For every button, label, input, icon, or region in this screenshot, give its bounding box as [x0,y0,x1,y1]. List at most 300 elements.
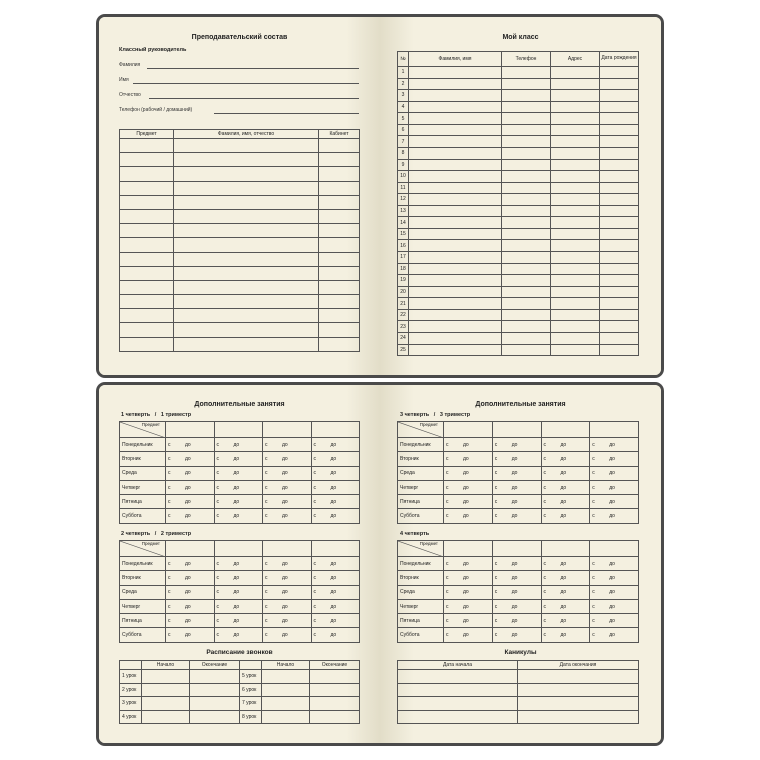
class-cell[interactable] [551,263,600,275]
bell-start-cell[interactable] [262,710,310,724]
from-label: с [313,484,316,491]
time-cell[interactable] [541,628,590,642]
time-cell[interactable] [541,452,590,466]
class-cell[interactable] [502,205,551,217]
staff-cell[interactable] [319,224,360,238]
time-cell[interactable] [590,509,639,523]
to-label: до [463,441,469,448]
class-cell[interactable] [409,67,502,79]
staff-cell[interactable] [319,195,360,209]
staff-cell[interactable] [319,280,360,294]
time-cell[interactable] [263,614,312,628]
time-cell[interactable] [263,438,312,452]
holiday-end-cell[interactable] [518,670,639,684]
time-cell[interactable] [590,438,639,452]
time-cell[interactable] [214,557,263,571]
subject-header-cell[interactable] [214,422,263,438]
subject-header-cell[interactable] [541,422,590,438]
subject-header-cell[interactable] [214,541,263,557]
subject-header-cell[interactable] [444,422,493,438]
class-cell[interactable] [409,240,502,252]
class-cell[interactable] [502,286,551,298]
time-cell[interactable] [214,614,263,628]
staff-cell[interactable] [319,295,360,309]
time-cell[interactable] [311,557,360,571]
class-cell[interactable] [409,321,502,333]
class-cell[interactable] [409,275,502,287]
class-cell[interactable] [502,298,551,310]
staff-cell[interactable] [120,252,174,266]
bell-start-cell[interactable] [142,710,190,724]
class-cell[interactable] [551,252,600,264]
staff-cell[interactable] [120,195,174,209]
bell-end-cell[interactable] [310,670,360,684]
time-cell[interactable] [166,599,215,613]
time-cell[interactable] [311,480,360,494]
class-cell[interactable] [551,136,600,148]
bell-start-cell[interactable] [262,683,310,697]
time-cell[interactable] [444,585,493,599]
class-cell[interactable] [409,309,502,321]
class-cell[interactable] [502,252,551,264]
class-cell[interactable] [409,113,502,125]
class-cell[interactable] [409,286,502,298]
time-cell[interactable] [541,495,590,509]
time-cell[interactable] [590,571,639,585]
time-cell[interactable] [590,480,639,494]
staff-cell[interactable] [120,167,174,181]
time-cell[interactable] [444,438,493,452]
class-cell[interactable] [502,344,551,356]
from-label: с [313,513,316,520]
time-cell[interactable] [166,466,215,480]
time-cell[interactable] [541,557,590,571]
class-cell[interactable] [502,309,551,321]
staff-cell[interactable] [120,224,174,238]
time-cell[interactable] [166,614,215,628]
field-line-name[interactable] [133,83,359,84]
class-row [398,136,639,148]
time-cell[interactable] [541,438,590,452]
class-cell[interactable] [600,101,639,113]
staff-cell[interactable] [174,295,319,309]
class-cell[interactable] [409,182,502,194]
class-cell[interactable] [502,171,551,183]
class-cell[interactable] [502,217,551,229]
class-cell[interactable] [502,136,551,148]
staff-cell[interactable] [174,167,319,181]
class-cell[interactable] [409,78,502,90]
time-cell[interactable] [492,614,541,628]
class-cell[interactable] [600,252,639,264]
subject-header-cell[interactable] [263,422,312,438]
staff-cell[interactable] [319,266,360,280]
staff-cell[interactable] [120,181,174,195]
class-cell[interactable] [551,228,600,240]
class-cell[interactable] [502,78,551,90]
time-cell[interactable] [541,585,590,599]
time-cell[interactable] [541,466,590,480]
class-cell[interactable] [600,344,639,356]
subject-header-cell[interactable] [166,422,215,438]
class-cell[interactable] [600,159,639,171]
class-cell[interactable] [551,147,600,159]
class-cell[interactable] [502,159,551,171]
staff-cell[interactable] [120,323,174,337]
class-cell[interactable] [409,298,502,310]
time-cell[interactable] [214,571,263,585]
class-cell[interactable] [502,332,551,344]
staff-cell[interactable] [174,209,319,223]
subject-header-cell[interactable] [166,541,215,557]
time-cell[interactable] [444,452,493,466]
staff-row [120,167,360,181]
class-cell[interactable] [502,182,551,194]
time-cell[interactable] [541,614,590,628]
class-cell[interactable] [551,194,600,206]
class-cell[interactable] [409,147,502,159]
class-cell[interactable] [551,113,600,125]
staff-cell[interactable] [174,153,319,167]
class-cell[interactable] [551,124,600,136]
bell-end-cell[interactable] [190,697,240,711]
time-cell[interactable] [263,509,312,523]
class-cell[interactable] [502,113,551,125]
subject-header-cell[interactable] [444,541,493,557]
class-cell[interactable] [502,194,551,206]
staff-cell[interactable] [174,337,319,351]
staff-cell[interactable] [319,323,360,337]
day-row [120,628,360,642]
time-cell[interactable] [166,571,215,585]
day-row [120,557,360,571]
time-cell[interactable] [263,480,312,494]
field-line-phone[interactable] [214,113,359,114]
class-cell[interactable] [409,124,502,136]
staff-cell[interactable] [319,139,360,153]
time-cell[interactable] [311,466,360,480]
staff-cell[interactable] [120,280,174,294]
holiday-end-cell[interactable] [518,697,639,711]
class-cell[interactable] [502,275,551,287]
time-cell[interactable] [590,614,639,628]
time-cell[interactable] [214,585,263,599]
staff-cell[interactable] [174,309,319,323]
class-cell[interactable] [600,309,639,321]
time-cell[interactable] [263,557,312,571]
time-cell[interactable] [590,452,639,466]
staff-cell[interactable] [174,323,319,337]
time-cell[interactable] [214,495,263,509]
time-cell[interactable] [311,628,360,642]
class-cell[interactable] [409,90,502,102]
class-cell[interactable] [600,228,639,240]
time-cell[interactable] [166,452,215,466]
bells-col-start-2: Начало [262,661,310,670]
class-cell[interactable] [502,67,551,79]
time-cell[interactable] [263,495,312,509]
staff-cell[interactable] [120,337,174,351]
class-cell[interactable] [551,205,600,217]
class-cell[interactable] [551,321,600,333]
time-cell[interactable] [166,509,215,523]
subject-label: Предмет [141,422,160,427]
staff-cell[interactable] [319,209,360,223]
staff-cell[interactable] [319,167,360,181]
time-cell[interactable] [492,480,541,494]
staff-cell[interactable] [120,209,174,223]
time-cell[interactable] [166,585,215,599]
time-cell[interactable] [311,571,360,585]
staff-cell[interactable] [174,224,319,238]
time-cell[interactable] [444,599,493,613]
subject-header-cell[interactable] [590,541,639,557]
class-cell[interactable] [551,286,600,298]
class-cell[interactable] [409,263,502,275]
staff-cell[interactable] [174,139,319,153]
time-cell[interactable] [590,495,639,509]
time-cell[interactable] [444,614,493,628]
class-cell[interactable] [600,286,639,298]
class-cell[interactable] [600,78,639,90]
class-cell[interactable] [600,182,639,194]
time-cell[interactable] [263,466,312,480]
time-cell[interactable] [590,557,639,571]
time-cell[interactable] [492,495,541,509]
time-cell[interactable] [444,495,493,509]
to-label: до [185,574,191,581]
class-cell[interactable] [551,275,600,287]
holiday-start-cell[interactable] [398,697,518,711]
time-cell[interactable] [590,599,639,613]
time-cell[interactable] [541,509,590,523]
extra-header-row [120,541,360,557]
staff-cell[interactable] [174,266,319,280]
time-cell[interactable] [492,452,541,466]
class-cell[interactable] [502,124,551,136]
class-cell[interactable] [551,298,600,310]
staff-cell[interactable] [174,280,319,294]
time-cell[interactable] [214,452,263,466]
time-cell[interactable] [166,628,215,642]
class-cell[interactable] [551,159,600,171]
time-cell[interactable] [590,628,639,642]
class-cell[interactable] [600,90,639,102]
time-cell[interactable] [492,557,541,571]
bell-end-cell[interactable] [310,697,360,711]
time-cell[interactable] [263,599,312,613]
class-cell[interactable] [600,136,639,148]
time-cell[interactable] [166,557,215,571]
holiday-start-cell[interactable] [398,670,518,684]
class-cell[interactable] [409,194,502,206]
class-cell[interactable] [600,298,639,310]
class-cell[interactable] [600,332,639,344]
time-cell[interactable] [166,495,215,509]
staff-cell[interactable] [174,238,319,252]
class-cell[interactable] [551,309,600,321]
class-cell[interactable] [600,124,639,136]
class-cell[interactable] [502,147,551,159]
bell-end-cell[interactable] [190,670,240,684]
time-cell[interactable] [492,585,541,599]
to-label: до [463,589,469,596]
time-cell[interactable] [492,509,541,523]
time-cell[interactable] [263,571,312,585]
class-cell[interactable] [502,228,551,240]
class-cell[interactable] [551,332,600,344]
time-cell[interactable] [492,466,541,480]
holiday-start-cell[interactable] [398,710,518,724]
field-line-patronymic[interactable] [149,98,359,99]
staff-cell[interactable] [319,337,360,351]
time-cell[interactable] [311,438,360,452]
time-cell[interactable] [311,585,360,599]
holiday-end-cell[interactable] [518,710,639,724]
time-cell[interactable] [541,571,590,585]
staff-cell[interactable] [120,153,174,167]
time-cell[interactable] [444,557,493,571]
class-cell[interactable] [409,205,502,217]
staff-cell[interactable] [120,309,174,323]
staff-cell[interactable] [174,195,319,209]
bell-end-cell[interactable] [190,683,240,697]
class-cell[interactable] [409,159,502,171]
time-cell[interactable] [166,438,215,452]
class-cell[interactable] [600,67,639,79]
class-cell[interactable] [600,194,639,206]
time-cell[interactable] [214,466,263,480]
class-cell[interactable] [502,321,551,333]
class-cell[interactable] [551,344,600,356]
class-cell[interactable] [551,67,600,79]
class-cell[interactable] [409,101,502,113]
time-cell[interactable] [444,628,493,642]
class-cell[interactable] [551,240,600,252]
time-cell[interactable] [590,466,639,480]
time-cell[interactable] [444,509,493,523]
bell-end-cell[interactable] [190,710,240,724]
staff-cell[interactable] [120,266,174,280]
class-cell[interactable] [551,101,600,113]
day-row [120,452,360,466]
time-cell[interactable] [263,628,312,642]
holiday-end-cell[interactable] [518,683,639,697]
class-cell[interactable] [600,240,639,252]
subject-header-cell[interactable] [263,541,312,557]
subject-header-cell[interactable] [311,541,360,557]
class-cell[interactable] [551,217,600,229]
subject-header-cell[interactable] [492,541,541,557]
time-cell[interactable] [214,480,263,494]
time-cell[interactable] [263,452,312,466]
class-cell[interactable] [600,263,639,275]
staff-cell[interactable] [319,252,360,266]
class-cell[interactable] [409,252,502,264]
class-cell[interactable] [551,78,600,90]
time-cell[interactable] [214,509,263,523]
time-cell[interactable] [311,614,360,628]
class-cell[interactable] [600,275,639,287]
time-cell[interactable] [214,599,263,613]
holiday-start-cell[interactable] [398,683,518,697]
bell-start-cell[interactable] [262,697,310,711]
subject-header-cell[interactable] [541,541,590,557]
class-cell[interactable] [502,240,551,252]
class-cell[interactable] [600,321,639,333]
class-cell[interactable] [600,147,639,159]
bell-start-cell[interactable] [142,697,190,711]
time-cell[interactable] [492,628,541,642]
time-cell[interactable] [590,585,639,599]
time-cell[interactable] [214,438,263,452]
class-row [398,298,639,310]
subject-header-cell[interactable] [311,422,360,438]
class-cell[interactable] [551,171,600,183]
time-cell[interactable] [444,571,493,585]
class-cell[interactable] [409,228,502,240]
staff-cell[interactable] [174,252,319,266]
bell-start-cell[interactable] [262,670,310,684]
subject-header-cell[interactable] [590,422,639,438]
time-cell[interactable] [311,599,360,613]
time-cell[interactable] [444,480,493,494]
class-cell[interactable] [502,263,551,275]
time-cell[interactable] [311,509,360,523]
bell-end-cell[interactable] [310,710,360,724]
class-cell[interactable] [600,205,639,217]
class-cell[interactable] [502,101,551,113]
time-cell[interactable] [492,599,541,613]
staff-cell[interactable] [174,181,319,195]
time-cell[interactable] [214,628,263,642]
class-cell[interactable] [502,90,551,102]
class-cell[interactable] [409,171,502,183]
staff-row [120,195,360,209]
time-cell[interactable] [311,452,360,466]
staff-cell[interactable] [120,238,174,252]
bell-start-cell[interactable] [142,683,190,697]
time-cell[interactable] [541,480,590,494]
staff-cell[interactable] [120,295,174,309]
staff-cell[interactable] [319,153,360,167]
subject-header-cell[interactable] [492,422,541,438]
class-cell[interactable] [600,171,639,183]
field-line-surname[interactable] [147,68,359,69]
class-cell[interactable] [551,90,600,102]
staff-cell[interactable] [319,181,360,195]
time-cell[interactable] [444,466,493,480]
class-cell[interactable] [409,136,502,148]
bell-end-cell[interactable] [310,683,360,697]
bell-start-cell[interactable] [142,670,190,684]
time-cell[interactable] [166,480,215,494]
staff-cell[interactable] [319,238,360,252]
class-cell[interactable] [600,217,639,229]
class-cell[interactable] [600,113,639,125]
staff-cell[interactable] [120,139,174,153]
class-cell[interactable] [409,332,502,344]
time-cell[interactable] [263,585,312,599]
class-cell[interactable] [409,344,502,356]
time-cell[interactable] [492,571,541,585]
class-cell[interactable] [409,217,502,229]
time-cell[interactable] [311,495,360,509]
time-cell[interactable] [541,599,590,613]
time-cell[interactable] [492,438,541,452]
staff-cell[interactable] [319,309,360,323]
class-cell[interactable] [551,182,600,194]
